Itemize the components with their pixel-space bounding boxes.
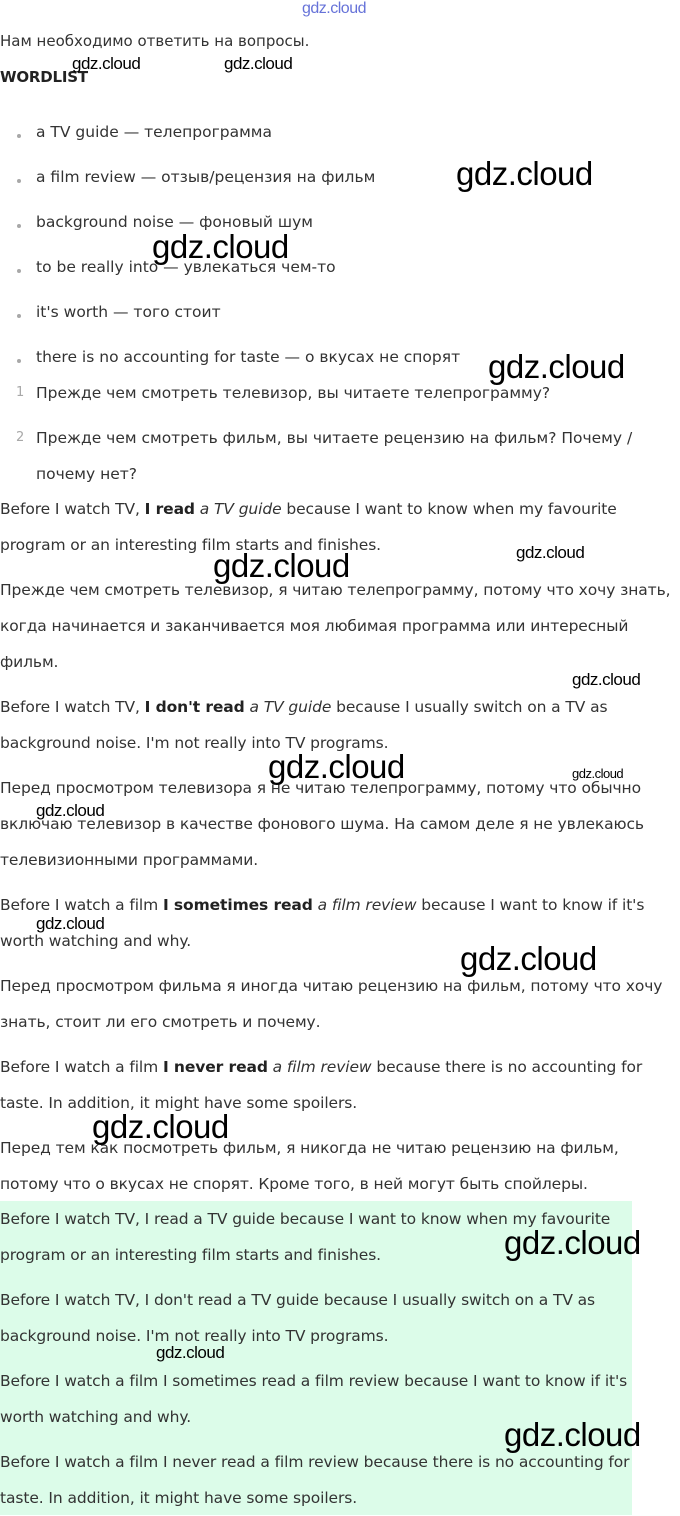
summary-paragraph: Before I watch a film I sometimes read a film review because I want to know if it's worth watching and why. <box>0 1372 628 1426</box>
watermark: gdz.cloud <box>156 1343 225 1362</box>
summary-paragraph: Before I watch a film I never read a film review because there is no accounting for taste. In addition, it might have some spoilers. <box>0 1453 630 1507</box>
answer-paragraph-en: Before I watch a film I never read a film review because there is no accounting for taste. In addition, it might have some spoilers. <box>0 1058 643 1112</box>
watermark: gdz.cloud <box>572 766 624 781</box>
bullet-icon <box>17 224 21 228</box>
watermark: gdz.cloud <box>302 0 366 17</box>
bullet-icon <box>17 269 21 273</box>
summary-paragraph: Before I watch TV, I don't read a TV guide because I usually switch on a TV as background noise. I'm not really into TV programs. <box>0 1291 596 1345</box>
bullet-icon <box>17 314 21 318</box>
watermark: gdz.cloud <box>36 801 105 820</box>
answer-paragraph-ru: Перед тем как посмотреть фильм, я никогда не читаю рецензию на фильм, потому что о вкусах не спорят. Кроме того, в ней могут быть спойлеры. <box>0 1139 619 1193</box>
watermark: gdz.cloud <box>456 155 593 192</box>
wordlist-heading: WORDLIST <box>0 68 88 86</box>
watermark: gdz.cloud <box>268 748 405 785</box>
watermark: gdz.cloud <box>224 54 293 73</box>
answer-paragraph-ru: Перед просмотром фильма я иногда читаю рецензию на фильм, потому что хочу знать, стоит ли его смотреть и почему. <box>0 977 663 1031</box>
watermark: gdz.cloud <box>460 940 597 977</box>
watermark: gdz.cloud <box>504 1224 641 1261</box>
bullet-icon <box>17 134 21 138</box>
watermark: gdz.cloud <box>36 914 105 933</box>
watermark: gdz.cloud <box>72 54 141 73</box>
watermark: gdz.cloud <box>152 228 289 265</box>
summary-paragraph: Before I watch TV, I read a TV guide because I want to know when my favourite program or an interesting film starts and finishes. <box>0 1210 611 1264</box>
bullet-icon <box>17 359 21 363</box>
watermark: gdz.cloud <box>504 1416 641 1453</box>
watermark: gdz.cloud <box>92 1108 229 1145</box>
answer-paragraph-en: Before I watch TV, I read a TV guide because I want to know when my favourite program or an interesting film starts and finishes. <box>0 500 617 554</box>
watermark: gdz.cloud <box>516 543 585 562</box>
answer-paragraph-ru: Прежде чем смотреть телевизор, я читаю телепрограмму, потому что хочу знать, когда начинается и заканчивается моя любимая программа или интересный фильм. <box>0 581 671 671</box>
intro-text: Нам необходимо ответить на вопросы. <box>0 32 310 50</box>
answer-paragraph-en: Before I watch TV, I don't read a TV guide because I usually switch on a TV as background noise. I'm not really into TV programs. <box>0 698 608 752</box>
watermark: gdz.cloud <box>572 670 641 689</box>
answer-paragraph-ru: Перед просмотром телевизора я не читаю телепрограмму, потому что обычно включаю телевизор в качестве фонового шума. На самом деле я не увлекаюсь телевизионными программами. <box>0 779 644 869</box>
watermark: gdz.cloud <box>488 348 625 385</box>
watermark: gdz.cloud <box>213 547 350 584</box>
bullet-icon <box>17 179 21 183</box>
answer-paragraph-en: Before I watch a film I sometimes read a film review because I want to know if it's worth watching and why. <box>0 896 645 950</box>
